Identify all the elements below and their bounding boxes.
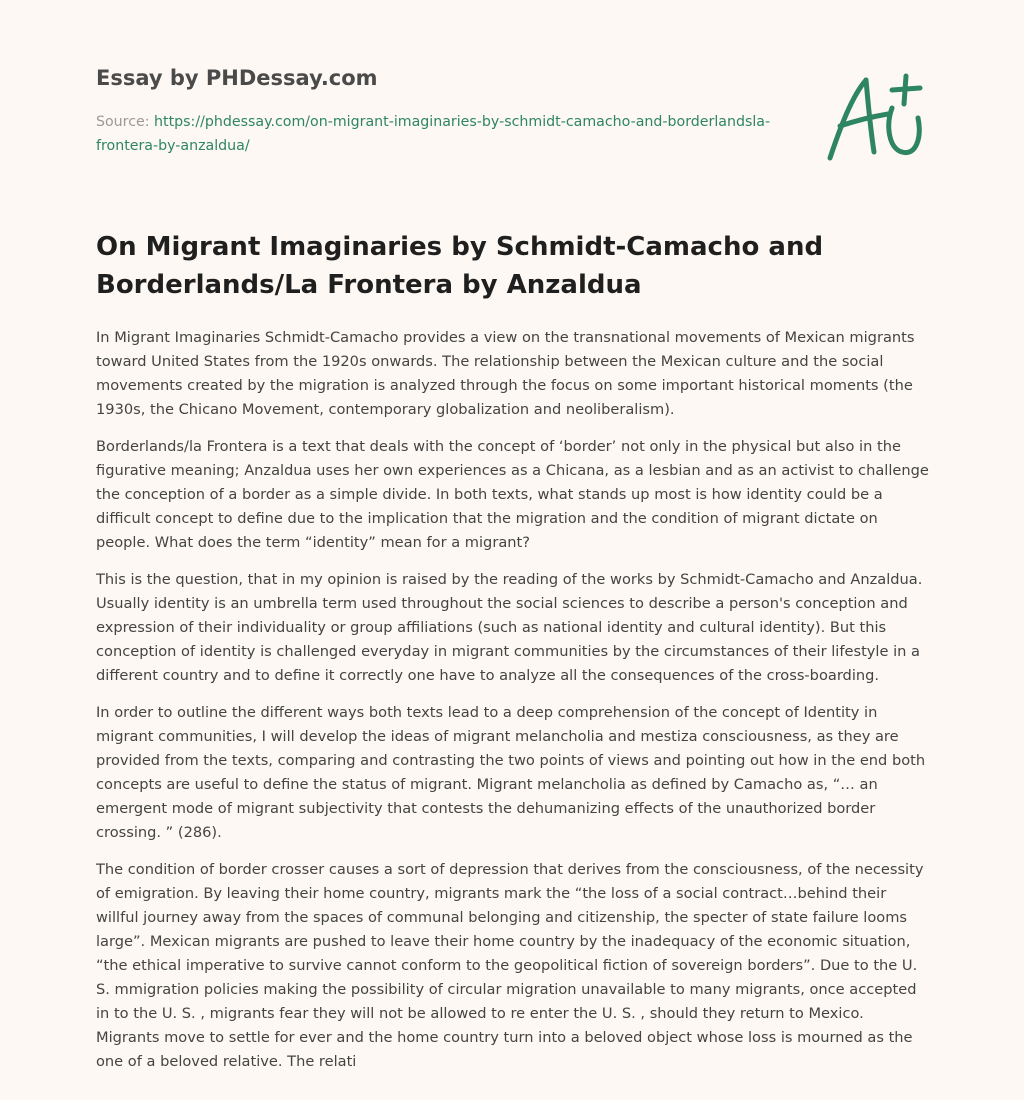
essay-body — [96, 326, 930, 1087]
paragraph: Borderlands/la Frontera is a text that deals with the concept of ‘border’ not only in the physical but also in the figurative meaning; Anzaldua uses her own experiences as a Chicana, as a lesbian and as an activist to challenge the conception of a border as a simple divide. In both texts, what stands up most is how identity could be a difficult concept to define due to the implication that the migration and the condition of migrant dictate on people. What does the term “identity” mean for a migrant? — [96, 438, 929, 551]
header — [96, 62, 796, 158]
site-title: Essay by PHDessay.com — [96, 66, 378, 90]
source-line — [96, 110, 796, 158]
paragraph: This is the question, that in my opinion is raised by the reading of the works by Schmidt-Camacho and Anzaldua. Usually identity is an umbrella term used throughout the social sciences to describe a person's conception and expression of their individuality or group affiliations (such as national identity and cultural identity). But this conception of identity is challenged everyday in migrant communities by the circumstances of their lifestyle in a different country and to define it correctly one have to analyze all the consequences of the cross-boarding. — [96, 571, 923, 684]
a-plus-logo-icon — [818, 66, 934, 166]
essay-title: On Migrant Imaginaries by Schmidt-Camacho and Borderlands/La Frontera by Anzaldua — [96, 232, 824, 300]
paragraph: In order to outline the different ways both texts lead to a deep comprehension of the concept of Identity in migrant communities, I will develop the ideas of migrant melancholia and mestiza consciousness, as they are provided from the texts, comparing and contrasting the two points of views and pointing out how in the end both concepts are useful to define the status of migrant. Migrant melancholia as defined by Camacho as, “… an emergent mode of migrant subjectivity that contests the dehumanizing effects of the unauthorized border crossing. ” (286). — [96, 704, 926, 841]
source-label: Source: — [96, 114, 150, 130]
source-link[interactable]: https://phdessay.com/on-migrant-imaginaries-by-schmidt-camacho-and-borderlandsla-frontera-by-anzaldua/ — [96, 114, 771, 154]
paragraph: The condition of border crosser causes a sort of depression that derives from the consciousness, of the necessity of emigration. By leaving their home country, migrants mark the “the loss of a social contract…behind their willful journey away from the spaces of communal belonging and citizenship, the specter of state failure looms large”. Mexican migrants are pushed to leave their home country by the inadequacy of the economic situation, “the ethical imperative to survive cannot conform to the geopolitical fiction of sovereign borders”. Due to the U. S. mmigration policies making the possibility of circular migration unavailable to many migrants, once accepted in to the U. S. , migrants fear they will not be allowed to re enter the U. S. , should they return to Mexico. Migrants move to settle for ever and the home country turn into a beloved object whose loss is mourned as the one of a beloved relative. The relati — [96, 861, 924, 1070]
paragraph: In Migrant Imaginaries Schmidt-Camacho provides a view on the transnational movements of Mexican migrants toward United States from the 1920s onwards. The relationship between the Mexican culture and the social movements created by the migration is analyzed through the focus on some important historical moments (the 1930s, the Chicano Movement, contemporary globalization and neoliberalism). — [96, 329, 915, 418]
